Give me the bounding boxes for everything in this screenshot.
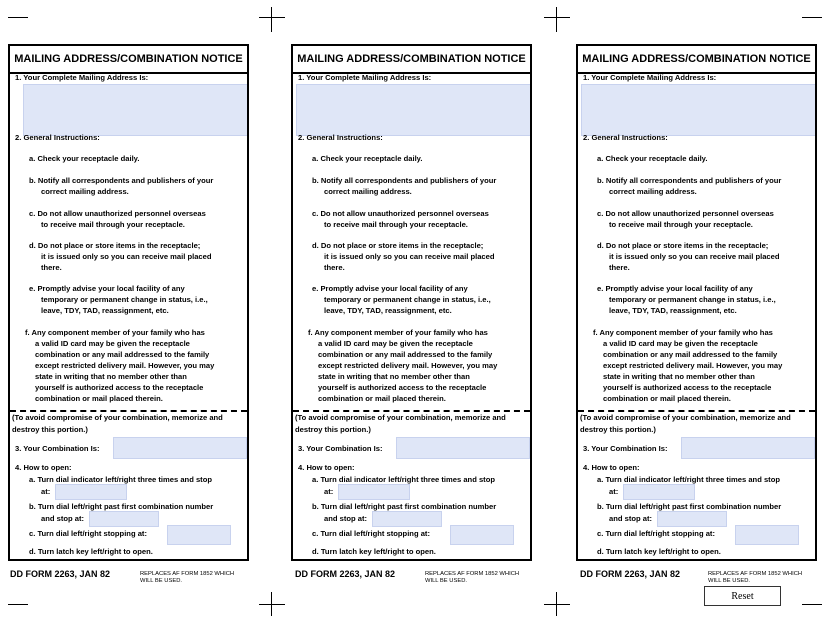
instruction-d: d. Do not place or store items in the receptacle; xyxy=(597,241,769,250)
instruction-b: correct mailing address. xyxy=(609,187,697,196)
replaces-line: REPLACES AF FORM 1852 WHICH xyxy=(140,571,235,577)
form-number: DD FORM 2263, JAN 82 xyxy=(10,569,111,579)
instruction-e: leave, TDY, TAD, reassignment, etc. xyxy=(41,306,169,315)
item-1-label: 1. Your Complete Mailing Address Is: xyxy=(15,73,149,82)
instruction-f: combination or mail placed therein. xyxy=(318,394,446,403)
item-4-label: 4. How to open: xyxy=(298,463,355,472)
crop-mark xyxy=(259,604,285,605)
instruction-d: there. xyxy=(609,263,630,272)
memorize-note: (To avoid compromise of your combination, memorize and xyxy=(295,413,506,422)
crop-mark xyxy=(259,17,285,18)
instruction-f: a valid ID card may be given the receptacle xyxy=(603,339,758,348)
open-step-b: and stop at: xyxy=(324,514,368,523)
instruction-f: combination or mail placed therein. xyxy=(35,394,163,403)
instruction-c: to receive mail through your receptacle. xyxy=(324,220,468,229)
open-step-a: at: xyxy=(324,487,334,496)
item-2-label: 2. General Instructions: xyxy=(15,133,100,142)
replaces-note xyxy=(425,571,519,585)
open-step-a: at: xyxy=(41,487,51,496)
form-title: MAILING ADDRESS/COMBINATION NOTICE xyxy=(10,46,247,74)
instruction-c: to receive mail through your receptacle. xyxy=(41,220,185,229)
instruction-f: except restricted delivery mail. However, you may xyxy=(35,361,215,370)
instruction-f: state in writing that no member other than xyxy=(318,372,470,381)
combination-field[interactable] xyxy=(681,437,815,459)
mailing-address-field[interactable] xyxy=(23,84,249,136)
crop-mark xyxy=(8,604,28,605)
crop-mark xyxy=(271,592,272,616)
replaces-line: WILL BE USED. xyxy=(425,578,467,584)
instruction-f: except restricted delivery mail. However, you may xyxy=(318,361,498,370)
instruction-f: combination or any mail addressed to the family xyxy=(318,350,493,359)
instruction-f: except restricted delivery mail. However, you may xyxy=(603,361,783,370)
form-title: MAILING ADDRESS/COMBINATION NOTICE xyxy=(293,46,530,74)
combination-field[interactable] xyxy=(396,437,530,459)
instruction-b: b. Notify all correspondents and publishers of your xyxy=(29,176,214,185)
crop-mark xyxy=(802,17,822,18)
instruction-a: a. Check your receptacle daily. xyxy=(29,154,140,163)
instruction-f: combination or any mail addressed to the family xyxy=(603,350,778,359)
instruction-c: to receive mail through your receptacle. xyxy=(609,220,753,229)
step-c-number-field[interactable] xyxy=(735,525,799,545)
step-a-number-field[interactable] xyxy=(623,484,695,500)
reset-button[interactable]: Reset xyxy=(704,586,781,606)
step-c-number-field[interactable] xyxy=(450,525,514,545)
notice-panel-1 xyxy=(8,44,249,561)
step-b-number-field[interactable] xyxy=(372,511,442,527)
tear-line xyxy=(293,410,530,412)
instruction-d: it is issued only so you can receive mail placed xyxy=(324,252,495,261)
open-step-d: d. Turn latch key left/right to open. xyxy=(29,547,153,556)
instruction-d: d. Do not place or store items in the receptacle; xyxy=(29,241,201,250)
tear-line xyxy=(10,410,247,412)
crop-mark xyxy=(8,17,28,18)
instruction-e: e. Promptly advise your local facility of any xyxy=(597,284,753,293)
tear-line xyxy=(578,410,815,412)
instruction-a: a. Check your receptacle daily. xyxy=(597,154,708,163)
instruction-f: f. Any component member of your family who has xyxy=(593,328,773,337)
instruction-b: b. Notify all correspondents and publishers of your xyxy=(312,176,497,185)
open-step-b: b. Turn dial left/right past first combination number xyxy=(312,502,497,511)
open-step-c: c. Turn dial left/right stopping at: xyxy=(29,529,147,538)
open-step-d: d. Turn latch key left/right to open. xyxy=(312,547,436,556)
instruction-f: f. Any component member of your family who has xyxy=(25,328,205,337)
instruction-e: temporary or permanent change in status, i.e., xyxy=(324,295,491,304)
instruction-c: c. Do not allow unauthorized personnel overseas xyxy=(29,209,206,218)
item-4-label: 4. How to open: xyxy=(15,463,72,472)
instruction-a: a. Check your receptacle daily. xyxy=(312,154,423,163)
open-step-c: c. Turn dial left/right stopping at: xyxy=(597,529,715,538)
instruction-f: yourself is authorized access to the receptacle xyxy=(603,383,772,392)
item-3-label: 3. Your Combination Is: xyxy=(298,444,383,453)
instruction-e: leave, TDY, TAD, reassignment, etc. xyxy=(609,306,737,315)
open-step-b: b. Turn dial left/right past first combination number xyxy=(597,502,782,511)
crop-mark xyxy=(556,7,557,32)
form-title: MAILING ADDRESS/COMBINATION NOTICE xyxy=(578,46,815,74)
open-step-b: and stop at: xyxy=(41,514,85,523)
mailing-address-field[interactable] xyxy=(296,84,532,136)
crop-mark xyxy=(544,17,570,18)
item-2-label: 2. General Instructions: xyxy=(298,133,383,142)
instruction-f: a valid ID card may be given the receptacle xyxy=(35,339,190,348)
item-4-label: 4. How to open: xyxy=(583,463,640,472)
step-a-number-field[interactable] xyxy=(338,484,410,500)
open-step-d: d. Turn latch key left/right to open. xyxy=(597,547,721,556)
memorize-note: (To avoid compromise of your combination, memorize and xyxy=(580,413,791,422)
crop-mark xyxy=(271,7,272,32)
step-a-number-field[interactable] xyxy=(55,484,127,500)
replaces-line: WILL BE USED. xyxy=(708,578,750,584)
instruction-d: it is issued only so you can receive mail placed xyxy=(41,252,212,261)
instruction-f: f. Any component member of your family who has xyxy=(308,328,488,337)
instruction-f: state in writing that no member other than xyxy=(603,372,755,381)
crop-mark xyxy=(556,592,557,616)
memorize-note: destroy this portion.) xyxy=(580,425,656,434)
instruction-b: correct mailing address. xyxy=(324,187,412,196)
step-b-number-field[interactable] xyxy=(89,511,159,527)
item-3-label: 3. Your Combination Is: xyxy=(583,444,668,453)
open-step-b: b. Turn dial left/right past first combination number xyxy=(29,502,214,511)
instruction-e: e. Promptly advise your local facility of any xyxy=(29,284,185,293)
instruction-d: there. xyxy=(324,263,345,272)
open-step-c: c. Turn dial left/right stopping at: xyxy=(312,529,430,538)
crop-mark xyxy=(544,604,570,605)
crop-mark xyxy=(802,604,822,605)
item-1-label: 1. Your Complete Mailing Address Is: xyxy=(583,73,717,82)
form-number: DD FORM 2263, JAN 82 xyxy=(295,569,396,579)
instruction-c: c. Do not allow unauthorized personnel overseas xyxy=(597,209,774,218)
step-b-number-field[interactable] xyxy=(657,511,727,527)
item-3-label: 3. Your Combination Is: xyxy=(15,444,100,453)
open-step-a: a. Turn dial indicator left/right three times and stop xyxy=(312,475,495,484)
instruction-f: combination or mail placed therein. xyxy=(603,394,731,403)
open-step-a: at: xyxy=(609,487,619,496)
replaces-line: WILL BE USED. xyxy=(140,578,182,584)
replaces-line: REPLACES AF FORM 1852 WHICH xyxy=(425,571,520,577)
replaces-note xyxy=(140,571,234,585)
instruction-d: it is issued only so you can receive mail placed xyxy=(609,252,780,261)
mailing-address-field[interactable] xyxy=(581,84,817,136)
instruction-f: a valid ID card may be given the receptacle xyxy=(318,339,473,348)
instruction-f: yourself is authorized access to the receptacle xyxy=(318,383,487,392)
memorize-note: (To avoid compromise of your combination, memorize and xyxy=(12,413,223,422)
instruction-f: state in writing that no member other than xyxy=(35,372,187,381)
notice-panel-3 xyxy=(576,44,817,561)
instruction-c: c. Do not allow unauthorized personnel overseas xyxy=(312,209,489,218)
replaces-line: REPLACES AF FORM 1852 WHICH xyxy=(708,571,803,577)
form-number: DD FORM 2263, JAN 82 xyxy=(580,569,681,579)
item-1-label: 1. Your Complete Mailing Address Is: xyxy=(298,73,432,82)
instruction-e: temporary or permanent change in status, i.e., xyxy=(609,295,776,304)
replaces-note xyxy=(708,571,802,585)
instruction-e: temporary or permanent change in status, i.e., xyxy=(41,295,208,304)
memorize-note: destroy this portion.) xyxy=(12,425,88,434)
open-step-a: a. Turn dial indicator left/right three times and stop xyxy=(597,475,780,484)
instruction-e: e. Promptly advise your local facility of any xyxy=(312,284,468,293)
instruction-d: d. Do not place or store items in the receptacle; xyxy=(312,241,484,250)
instruction-f: yourself is authorized access to the receptacle xyxy=(35,383,204,392)
instruction-b: b. Notify all correspondents and publishers of your xyxy=(597,176,782,185)
open-step-b: and stop at: xyxy=(609,514,653,523)
instruction-d: there. xyxy=(41,263,62,272)
notice-panel-2 xyxy=(291,44,532,561)
item-2-label: 2. General Instructions: xyxy=(583,133,668,142)
open-step-a: a. Turn dial indicator left/right three times and stop xyxy=(29,475,212,484)
step-c-number-field[interactable] xyxy=(167,525,231,545)
instruction-f: combination or any mail addressed to the family xyxy=(35,350,210,359)
instruction-b: correct mailing address. xyxy=(41,187,129,196)
memorize-note: destroy this portion.) xyxy=(295,425,371,434)
combination-field[interactable] xyxy=(113,437,247,459)
instruction-e: leave, TDY, TAD, reassignment, etc. xyxy=(324,306,452,315)
